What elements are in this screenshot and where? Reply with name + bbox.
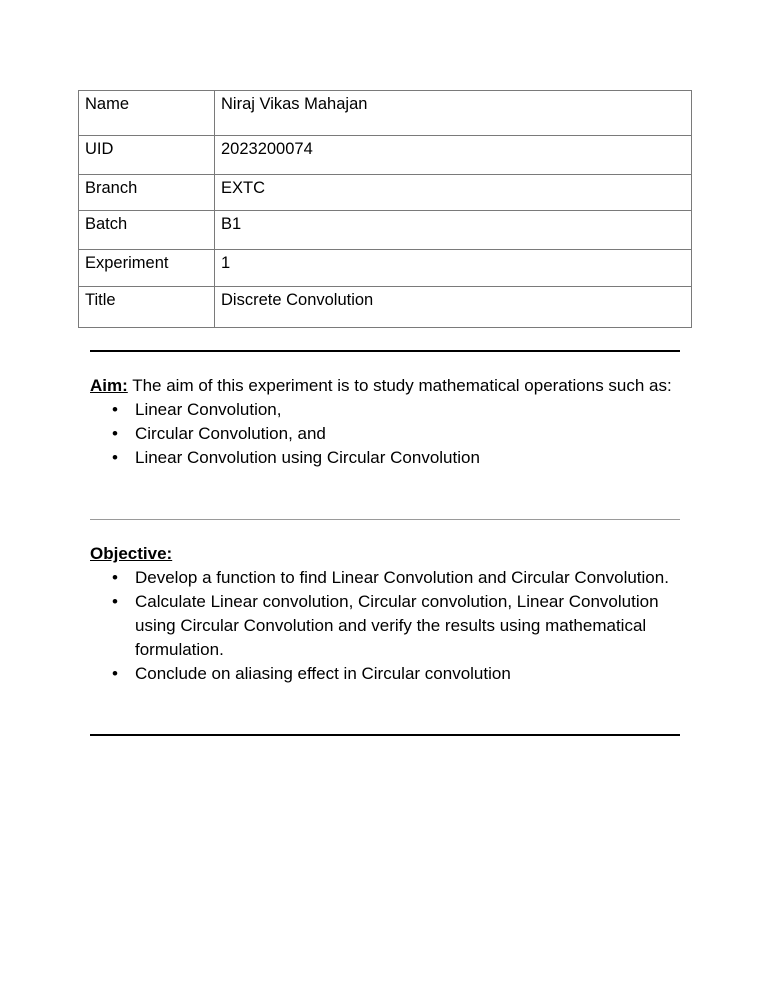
list-item bbox=[112, 566, 690, 590]
objective-section bbox=[90, 542, 690, 686]
bullet-icon: • bbox=[112, 424, 118, 443]
table-row bbox=[79, 91, 692, 136]
batch-value: B1 bbox=[215, 211, 692, 250]
aim-section bbox=[90, 374, 690, 470]
divider bbox=[90, 519, 680, 520]
table-row bbox=[79, 211, 692, 250]
branch-value: EXTC bbox=[215, 175, 692, 211]
uid-value: 2023200074 bbox=[215, 136, 692, 175]
name-label: Name bbox=[79, 91, 215, 136]
objective-heading: Objective: bbox=[90, 544, 173, 563]
bullet-icon: • bbox=[112, 664, 118, 683]
list-item-text: Calculate Linear convolution, Circular convolution, Linear Convolution using Circular Convolution and verify the results using mathematical formulation. bbox=[135, 592, 659, 659]
list-item bbox=[112, 662, 690, 686]
aim-text: The aim of this experiment is to study mathematical operations such as: bbox=[127, 376, 672, 395]
experiment-value: 1 bbox=[215, 250, 692, 287]
title-label: Title bbox=[79, 287, 215, 328]
list-item-text: Linear Convolution, bbox=[135, 400, 282, 419]
experiment-label: Experiment bbox=[79, 250, 215, 287]
list-item bbox=[112, 446, 690, 470]
table-row bbox=[79, 287, 692, 328]
list-item bbox=[112, 422, 690, 446]
list-item bbox=[112, 398, 690, 422]
bullet-icon: • bbox=[112, 592, 118, 611]
list-item-text: Linear Convolution using Circular Convolution bbox=[135, 448, 480, 467]
divider bbox=[90, 350, 680, 352]
bullet-icon: • bbox=[112, 568, 118, 587]
list-item-text: Circular Convolution, and bbox=[135, 424, 326, 443]
aim-paragraph bbox=[90, 374, 690, 398]
list-item-text: Conclude on aliasing effect in Circular convolution bbox=[135, 664, 511, 683]
objective-list bbox=[90, 566, 690, 686]
aim-heading: Aim: bbox=[90, 376, 128, 395]
info-table bbox=[78, 90, 692, 328]
bullet-icon: • bbox=[112, 448, 118, 467]
divider bbox=[90, 734, 680, 736]
uid-label: UID bbox=[79, 136, 215, 175]
aim-list bbox=[90, 398, 690, 470]
batch-label: Batch bbox=[79, 211, 215, 250]
bullet-icon: • bbox=[112, 400, 118, 419]
name-value: Niraj Vikas Mahajan bbox=[215, 91, 692, 136]
table-row bbox=[79, 250, 692, 287]
table-row bbox=[79, 175, 692, 211]
list-item-text: Develop a function to find Linear Convolution and Circular Convolution. bbox=[135, 568, 669, 587]
table-row bbox=[79, 136, 692, 175]
list-item bbox=[112, 590, 690, 662]
branch-label: Branch bbox=[79, 175, 215, 211]
title-value: Discrete Convolution bbox=[215, 287, 692, 328]
